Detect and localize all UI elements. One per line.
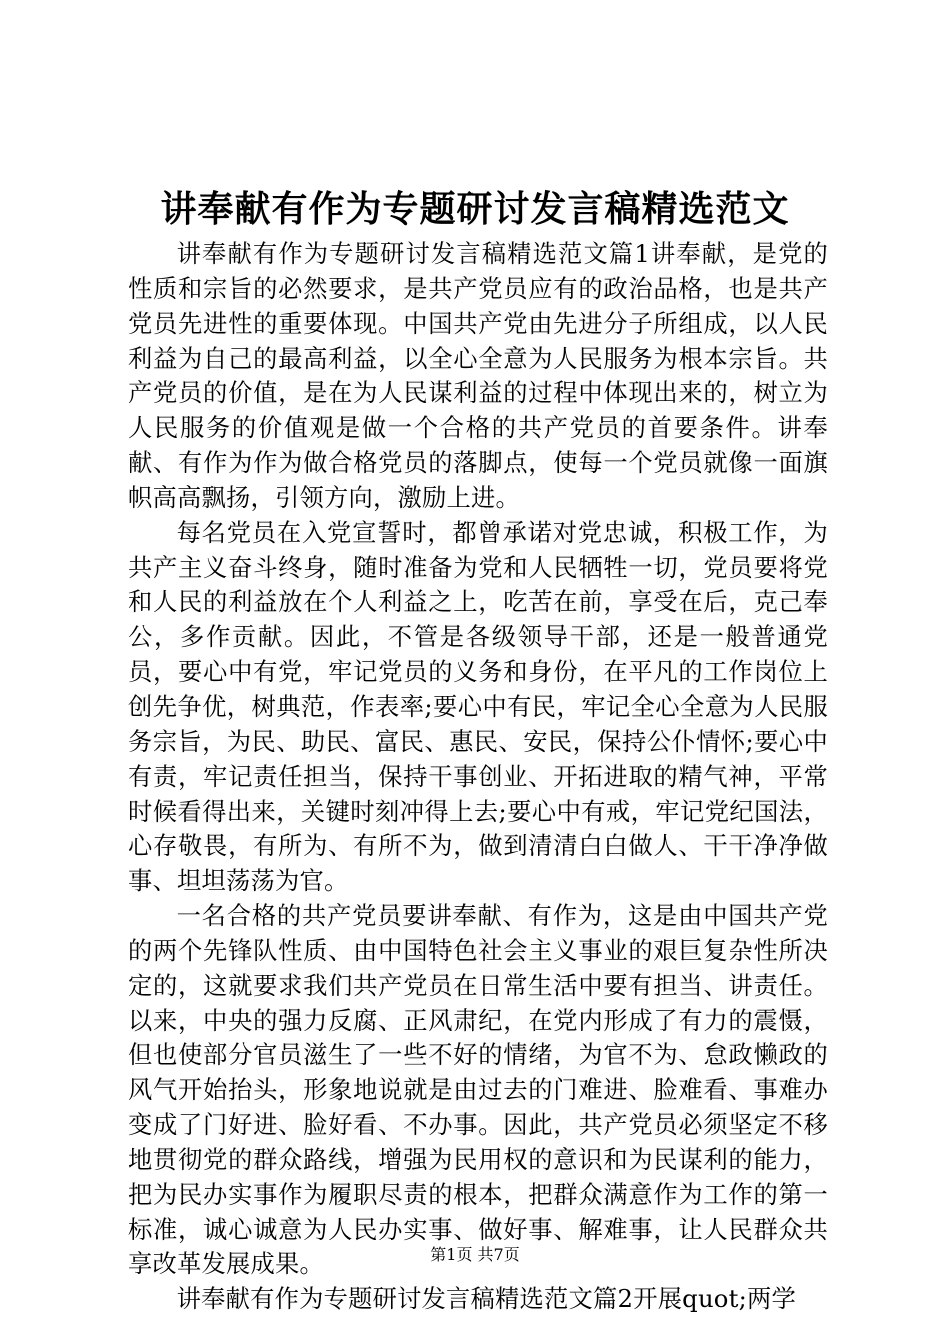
document-body	[128, 237, 828, 1317]
paragraph-4: 讲奉献有作为专题研讨发言稿精选范文篇2开展quot;两学	[176, 1284, 796, 1314]
page-footer: 第1页 共7页	[430, 1245, 520, 1264]
paragraph-1: 讲奉献有作为专题研讨发言稿精选范文篇1讲奉献，是党的性质和宗旨的必然要求，是共产党员应有的政治品格，也是共产党员先进性的重要体现。中国共产党由先进分子所组成，以人民利益为自己的最高利益，以全心全意为人民服务为根本宗旨。共产党员的价值，是在为人民谋利益的过程中体现出来的，树立为人民服务的价值观是做一个合格的共产党员的首要条件。讲奉献、有作为作为做合格党员的落脚点，使每一个党员就像一面旗帜高高飘扬，引领方向，激励上进。	[128, 239, 828, 512]
paragraph-2: 每名党员在入党宣誓时，都曾承诺对党忠诚，积极工作，为共产主义奋斗终身，随时准备为党和人民牺牲一切，党员要将党和人民的利益放在个人利益之上，吃苦在前，享受在后，克己奉公，多作贡献。因此，不管是各级领导干部，还是一般普通党员，要心中有党，牢记党员的义务和身份，在平凡的工作岗位上创先争优，树典范，作表率;要心中有民，牢记全心全意为人民服务宗旨，为民、助民、富民、惠民、安民，保持公仆情怀;要心中有责，牢记责任担当，保持干事创业、开拓进取的精气神，平常时候看得出来，关键时刻冲得上去;要心中有戒，牢记党纪国法，心存敬畏，有所为、有所不为，做到清清白白做人、干干净净做事、坦坦荡荡为官。	[128, 517, 828, 896]
document-title: 讲奉献有作为专题研讨发言稿精选范文	[160, 188, 790, 230]
paragraph-3: 一名合格的共产党员要讲奉献、有作为，这是由中国共产党的两个先锋队性质、由中国特色社会主义事业的艰巨复杂性所决定的，这就要求我们共产党员在日常生活中要有担当、讲责任。以来，中央的强力反腐、正风肃纪，在党内形成了有力的震慑，但也使部分官员滋生了一些不好的情绪，为官不为、怠政懒政的风气开始抬头，形象地说就是由过去的门难进、脸难看、事难办变成了门好进、脸好看、不办事。因此，共产党员必须坚定不移地贯彻党的群众路线，增强为民用权的意识和为民谋利的能力，把为民办实事作为履职尽责的根本，把群众满意作为工作的第一标准，诚心诚意为人民办实事、做好事、解难事，让人民群众共享改革发展成果。	[128, 901, 828, 1279]
